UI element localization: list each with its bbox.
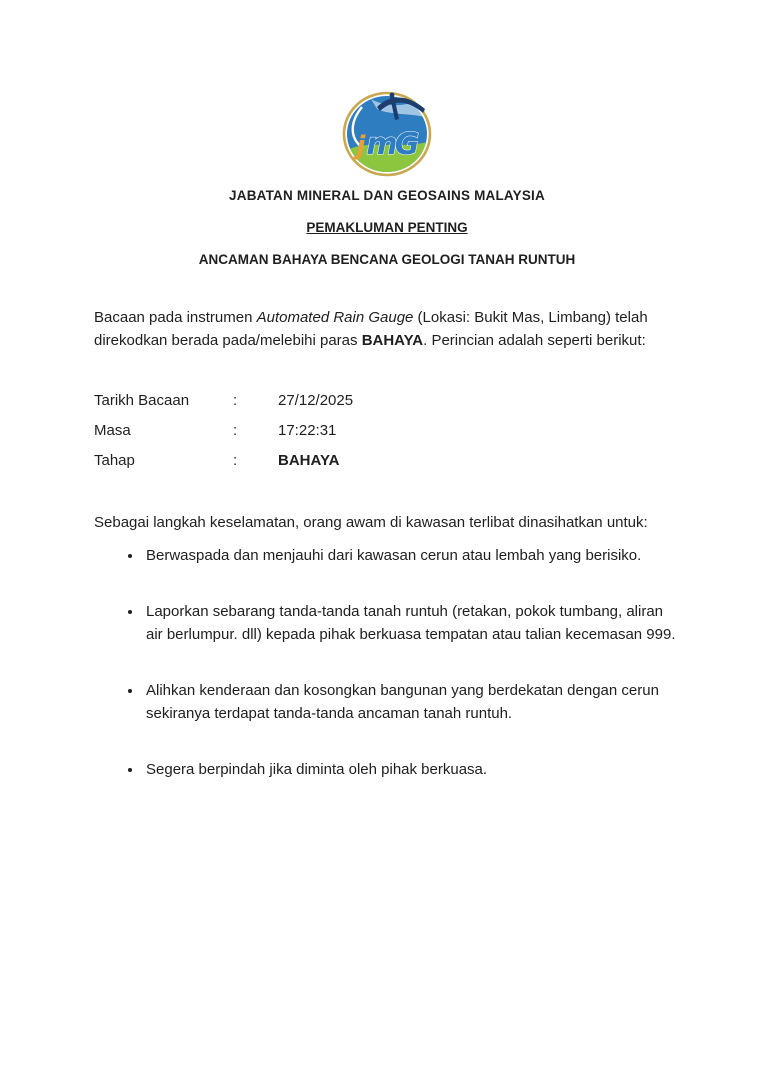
detail-separator: : [233,452,238,469]
notice-subject: ANCAMAN BAHAYA BENCANA GEOLOGI TANAH RUNTUH [198,252,576,267]
instrument-name: Automated Rain Gauge [256,309,414,326]
detail-label: Tahap [94,452,135,469]
details-table [94,389,680,472]
advisory-item: • Laporkan sebarang tanda-tanda tanah runtuh (retakan, pokok tumbang, aliran air berlumpur. dll) kepada pihak berkuasa tempatan atau talian kecemasan 999. [143,600,680,646]
logo-letter-g: G [394,127,420,162]
advisory-item: • Alihkan kenderaan dan kosongkan bangunan yang berdekatan dengan cerun sekiranya terdapat tanda-tanda ancaman tanah runtuh. [143,679,680,725]
notice-title: PEMAKLUMAN PENTING [306,220,468,235]
advisory-intro: Sebagai langkah keselamatan, orang awam di kawasan terlibat dinasihatkan untuk: [94,514,648,531]
detail-separator: : [233,422,238,439]
detail-value-time: 17:22:31 [278,422,337,439]
detail-row-tarikh [94,389,680,412]
detail-value-level: BAHAYA [278,452,340,469]
org-name: JABATAN MINERAL DAN GEOSAINS MALAYSIA [229,188,545,203]
detail-label: Tarikh Bacaan [94,392,190,409]
detail-separator: : [233,392,238,409]
detail-value-date: 27/12/2025 [278,392,354,409]
document-headings [94,188,680,267]
detail-label: Masa [94,422,131,439]
logo-letter-j: j [356,131,366,161]
advisory-list [94,544,680,781]
intro-text-mid: (Lokasi: Bukit Mas, Limbang) telah direkodkan berada pada/melebihi paras [94,309,648,349]
intro-text-pre: Bacaan pada instrumen [94,309,257,326]
intro-text-post: . Perincian adalah seperti berikut: [423,332,646,349]
detail-row-masa [94,419,680,442]
intro-paragraph [94,306,680,352]
detail-row-tahap [94,449,680,472]
logo-letter-m: m [366,127,398,162]
advisory-item: • Berwaspada dan menjauhi dari kawasan cerun atau lembah yang berisiko. [143,544,680,567]
advisory-item: • Segera berpindah jika diminta oleh pihak berkuasa. [143,758,680,781]
jmg-logo [94,88,680,178]
alert-level-inline: BAHAYA [361,332,424,349]
jmg-logo-icon [337,87,437,179]
